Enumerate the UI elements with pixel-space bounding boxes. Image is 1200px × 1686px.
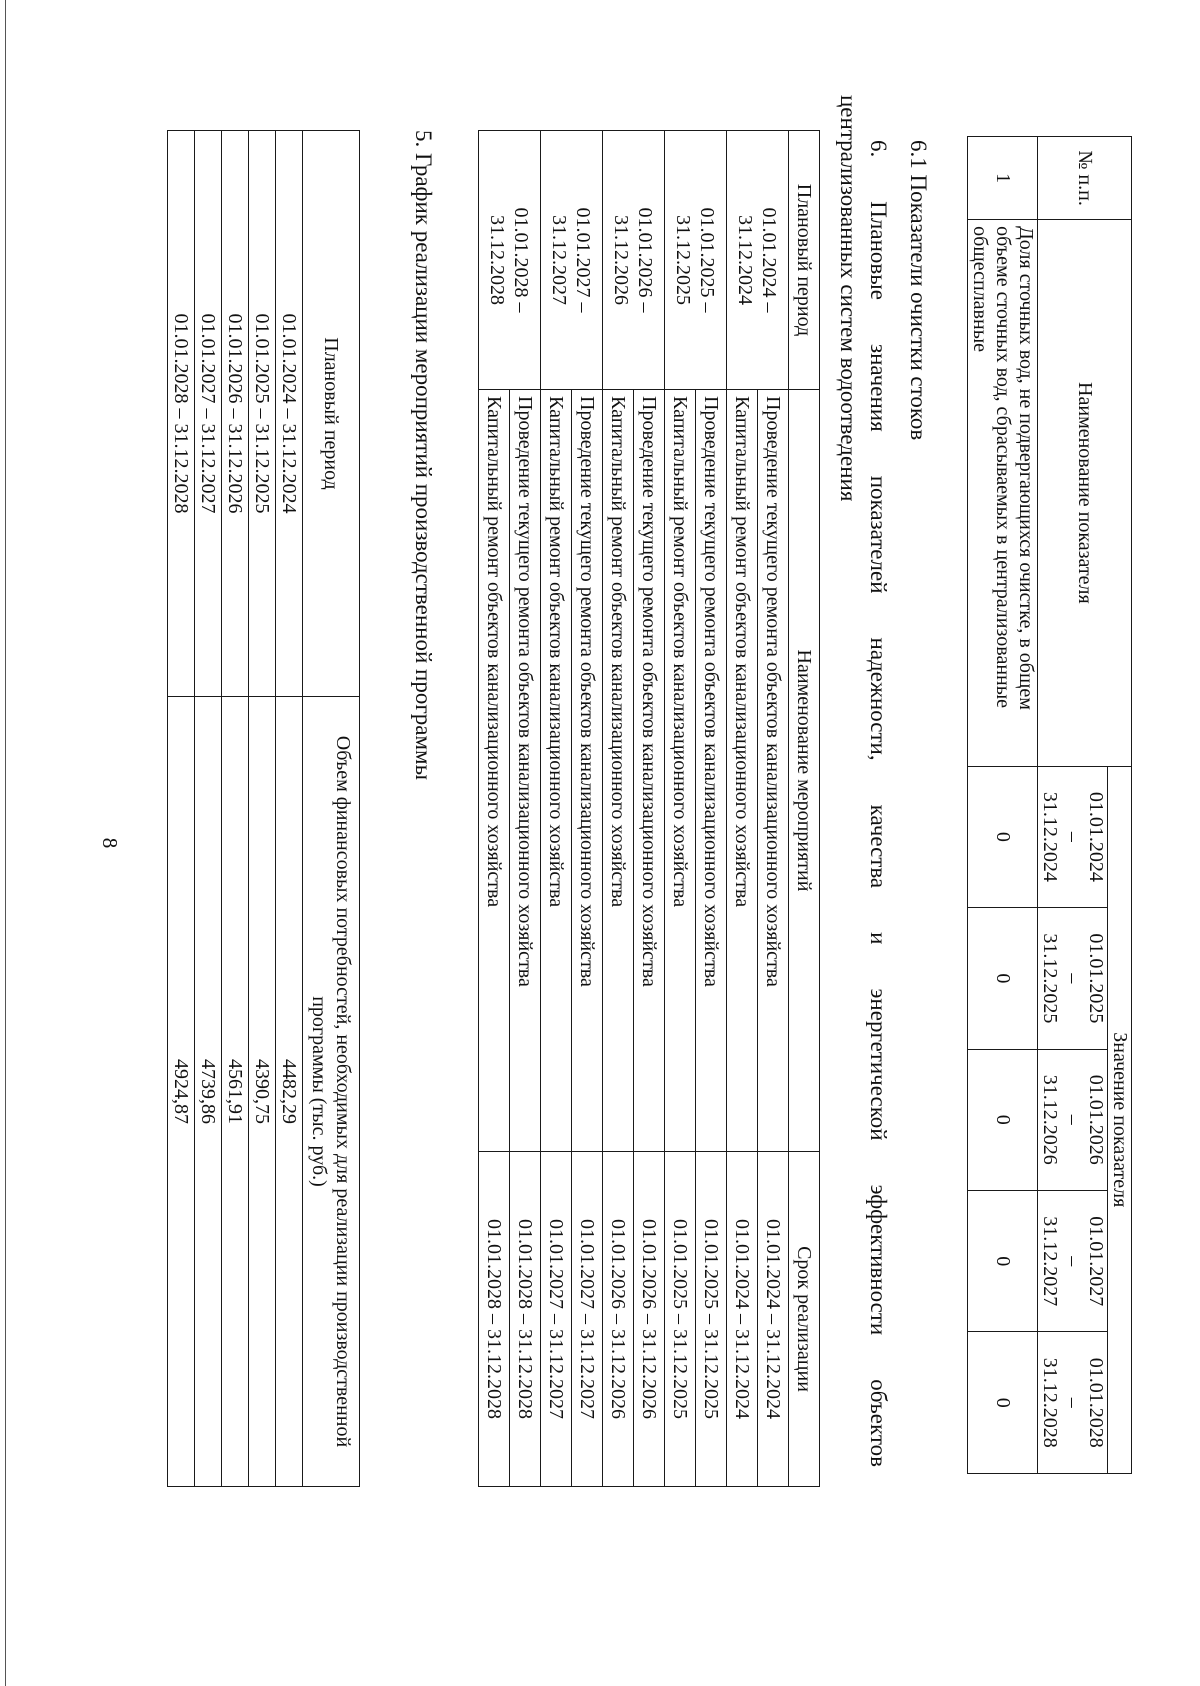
period-from: 01.01.2028	[1085, 1357, 1107, 1448]
table-header-row	[1108, 137, 1132, 1474]
cell-value: 0	[968, 766, 1038, 907]
cell-period	[541, 131, 603, 390]
period-start: 01.01.2027 –	[572, 207, 595, 313]
page-number: 8	[98, 837, 122, 849]
cell-value: 0	[968, 908, 1038, 1049]
cell-name: Проведение текущего ремонта объектов канализационного хозяйства	[572, 390, 603, 1152]
period-start: 01.01.2026 –	[634, 207, 657, 313]
section6-title-line1: 6. Плановые значения показателей надежности, качества и энергетической эффективности объектов	[866, 140, 891, 1467]
period-start: 01.01.2028 –	[510, 207, 533, 313]
period-from: 01.01.2025	[1085, 933, 1107, 1024]
cell-name: Проведение текущего ремонта объектов канализационного хозяйства	[634, 390, 665, 1152]
header-period	[1038, 766, 1108, 907]
header-value-group: Значение показателя	[1108, 766, 1132, 1473]
table-row	[222, 131, 249, 1487]
period-dash: –	[1062, 1397, 1084, 1408]
table-row	[696, 131, 727, 1487]
cell-name: Доля сточных вод, не подвергающихся очистке, в общем объеме сточных вод, сбрасываемых в централизованные общесплавные	[968, 220, 1038, 766]
header-period	[1038, 1332, 1108, 1474]
period-end: 31.12.2025	[672, 215, 695, 305]
header-term: Срок реализации	[789, 1152, 820, 1487]
period-to: 31.12.2025	[1039, 933, 1061, 1024]
table-row	[758, 131, 789, 1487]
cell-term: 01.01.2028 – 31.12.2028	[510, 1152, 541, 1487]
finance-table	[167, 130, 360, 1487]
period-from: 01.01.2024	[1085, 791, 1107, 882]
cell-name: Проведение текущего ремонта объектов канализационного хозяйства	[510, 390, 541, 1152]
period-from: 01.01.2027	[1085, 1216, 1107, 1307]
cell-period	[727, 131, 789, 390]
cell-term: 01.01.2025 – 31.12.2025	[665, 1152, 696, 1487]
cell-period: 01.01.2028 – 31.12.2028	[168, 131, 195, 697]
header-name: Наименование мероприятий	[789, 390, 820, 1152]
period-end: 31.12.2027	[548, 215, 571, 305]
cell-period	[665, 131, 727, 390]
cell-value: 0	[968, 1191, 1038, 1332]
table-row	[249, 131, 276, 1487]
cell-term: 01.01.2028 – 31.12.2028	[479, 1152, 510, 1487]
period-end: 31.12.2028	[486, 215, 509, 305]
table-row	[572, 131, 603, 1487]
period-to: 31.12.2026	[1039, 1074, 1061, 1165]
cell-period	[603, 131, 665, 390]
section6-title	[833, 95, 893, 1467]
section5-title: 5. График реализации мероприятий производственной программы	[411, 130, 436, 781]
period-dash: –	[1062, 973, 1084, 984]
cell-value: 4924,87	[168, 697, 195, 1487]
cell-name: Капитальный ремонт объектов канализационного хозяйства	[603, 390, 634, 1152]
period-to: 31.12.2027	[1039, 1216, 1061, 1307]
cell-value: 4739,86	[195, 697, 222, 1487]
cell-value: 0	[968, 1332, 1038, 1474]
header-period: Плановый период	[303, 131, 360, 697]
cell-name: Капитальный ремонт объектов канализационного хозяйства	[541, 390, 572, 1152]
cell-period: 01.01.2025 – 31.12.2025	[249, 131, 276, 697]
period-dash: –	[1062, 831, 1084, 842]
period-start: 01.01.2024 –	[758, 207, 781, 313]
period-start: 01.01.2025 –	[696, 207, 719, 313]
cell-value: 0	[968, 1049, 1038, 1190]
cell-term: 01.01.2027 – 31.12.2027	[572, 1152, 603, 1487]
cell-period	[479, 131, 541, 390]
cell-name: Проведение текущего ремонта объектов канализационного хозяйства	[696, 390, 727, 1152]
header-period	[1038, 908, 1108, 1049]
table-row	[276, 131, 303, 1487]
cell-name: Капитальный ремонт объектов канализационного хозяйства	[665, 390, 696, 1152]
header-name: Наименование показателя	[1038, 220, 1132, 766]
table-row	[634, 131, 665, 1487]
cell-value: 4482,29	[276, 697, 303, 1487]
header-period	[1038, 1049, 1108, 1190]
period-end: 31.12.2026	[610, 215, 633, 305]
cell-period: 01.01.2026 – 31.12.2026	[222, 131, 249, 697]
cell-term: 01.01.2026 – 31.12.2026	[603, 1152, 634, 1487]
table-header-row	[789, 131, 820, 1487]
table-row	[195, 131, 222, 1487]
cell-term: 01.01.2024 – 31.12.2024	[727, 1152, 758, 1487]
header-period	[1038, 1191, 1108, 1332]
header-period: Плановый период	[789, 131, 820, 390]
period-from: 01.01.2026	[1085, 1074, 1107, 1165]
table-header-row	[303, 131, 360, 1487]
period-end: 31.12.2024	[734, 215, 757, 305]
period-dash: –	[1062, 1256, 1084, 1267]
indicators-table	[967, 136, 1132, 1474]
section6-subtitle: 6.1 Показатели очистки стоков	[906, 140, 931, 441]
period-to: 31.12.2028	[1039, 1357, 1061, 1448]
table-row	[168, 131, 195, 1487]
period-dash: –	[1062, 1114, 1084, 1125]
table-row	[510, 131, 541, 1487]
header-num: № п.п.	[1038, 137, 1132, 220]
cell-term: 01.01.2024 – 31.12.2024	[758, 1152, 789, 1487]
cell-term: 01.01.2027 – 31.12.2027	[541, 1152, 572, 1487]
cell-value: 4390,75	[249, 697, 276, 1487]
schedule-table	[478, 130, 820, 1487]
cell-period: 01.01.2027 – 31.12.2027	[195, 131, 222, 697]
cell-term: 01.01.2025 – 31.12.2025	[696, 1152, 727, 1487]
table-row	[968, 137, 1038, 1474]
cell-name: Капитальный ремонт объектов канализационного хозяйства	[479, 390, 510, 1152]
cell-name: Капитальный ремонт объектов канализационного хозяйства	[727, 390, 758, 1152]
cell-period: 01.01.2024 – 31.12.2024	[276, 131, 303, 697]
cell-name: Проведение текущего ремонта объектов канализационного хозяйства	[758, 390, 789, 1152]
cell-term: 01.01.2026 – 31.12.2026	[634, 1152, 665, 1487]
section6-title-line2: централизованных систем водоотведения	[836, 95, 861, 502]
cell-num: 1	[968, 137, 1038, 220]
period-to: 31.12.2024	[1039, 791, 1061, 882]
header-volume: Объем финансовых потребностей, необходимых для реализации производственной программы (тыс. руб.)	[303, 697, 360, 1487]
cell-value: 4561,91	[222, 697, 249, 1487]
